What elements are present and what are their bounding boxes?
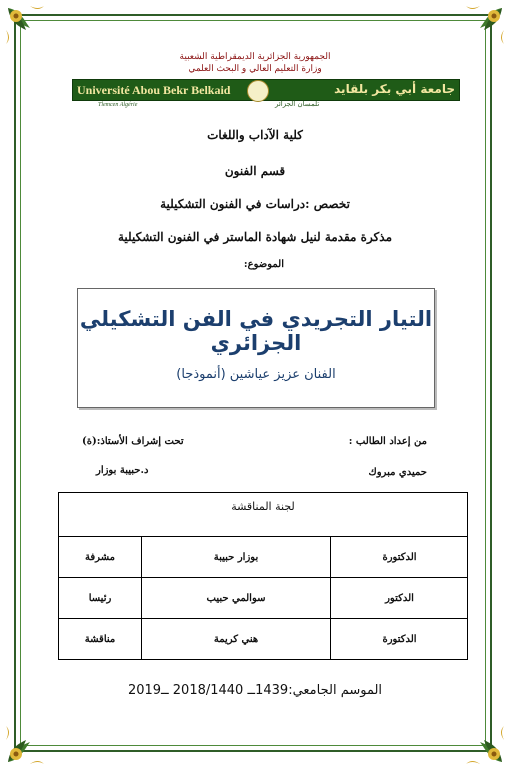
title-box <box>77 288 435 408</box>
table-row <box>59 537 467 578</box>
supervisor-name: د.حبيبة بوزار <box>96 465 149 476</box>
corner-ornament-icon <box>450 0 510 60</box>
table-row <box>59 578 467 619</box>
student-label: من إعداد الطالب : <box>348 436 427 447</box>
thesis-subtitle: الفنان عزيز عياشين (أنموذجا) <box>176 367 336 382</box>
jury-member-title: الدكتور <box>385 592 414 604</box>
university-city-fr: Tlemcen Algérie <box>98 102 138 108</box>
jury-table <box>59 536 467 661</box>
corner-ornament-icon <box>0 0 60 60</box>
specialty: تخصص :دراسات في الفنون التشكيلية <box>160 197 350 211</box>
jury-box <box>58 492 468 660</box>
jury-member-title: الدكتورة <box>382 633 417 645</box>
university-logo-icon <box>247 80 269 102</box>
corner-ornament-icon <box>0 710 60 770</box>
university-city-ar: تلمسان الجزائر <box>275 100 320 108</box>
table-row <box>59 619 467 659</box>
university-name-fr: Université Abou Bekr Belkaid <box>77 83 231 97</box>
jury-member-role: مشرفة <box>85 551 115 563</box>
subject-label: الموضوع: <box>243 259 284 270</box>
ministry-name: وزارة التعليم العالي و البحث العلمي <box>188 64 322 74</box>
republic-name: الجمهورية الجزائرية الديمقراطية الشعبية <box>179 52 331 62</box>
jury-member-title: الدكتورة <box>382 551 417 563</box>
corner-ornament-icon <box>450 710 510 770</box>
jury-member-role: رئيسا <box>88 592 112 604</box>
student-name: حميدي مبروك <box>368 467 427 478</box>
jury-member-name: بوزار حبيبة <box>141 537 331 577</box>
thesis-title: التيار التجريدي في الفن التشكيلي الجزائري <box>79 307 433 355</box>
faculty-name: كلية الآداب واللغات <box>207 128 303 142</box>
thesis-type: مذكرة مقدمة لنيل شهادة الماستر في الفنون التشكيلية <box>117 230 392 244</box>
jury-member-role: مناقشة <box>84 633 116 645</box>
jury-title: لجنة المناقشة <box>231 500 295 513</box>
jury-member-name: هني كريمة <box>141 619 331 659</box>
department-name: قسم الفنون <box>224 164 286 178</box>
university-name-ar: جامعة أبي بكر بلقايد <box>334 82 455 96</box>
supervisor-label: تحت إشراف الأستاذ:(ة) <box>82 436 184 447</box>
academic-year: الموسم الجامعي:1439ــ 2018/1440 ــ2019 <box>127 683 383 698</box>
jury-member-name: سوالمي حبيب <box>141 578 331 618</box>
